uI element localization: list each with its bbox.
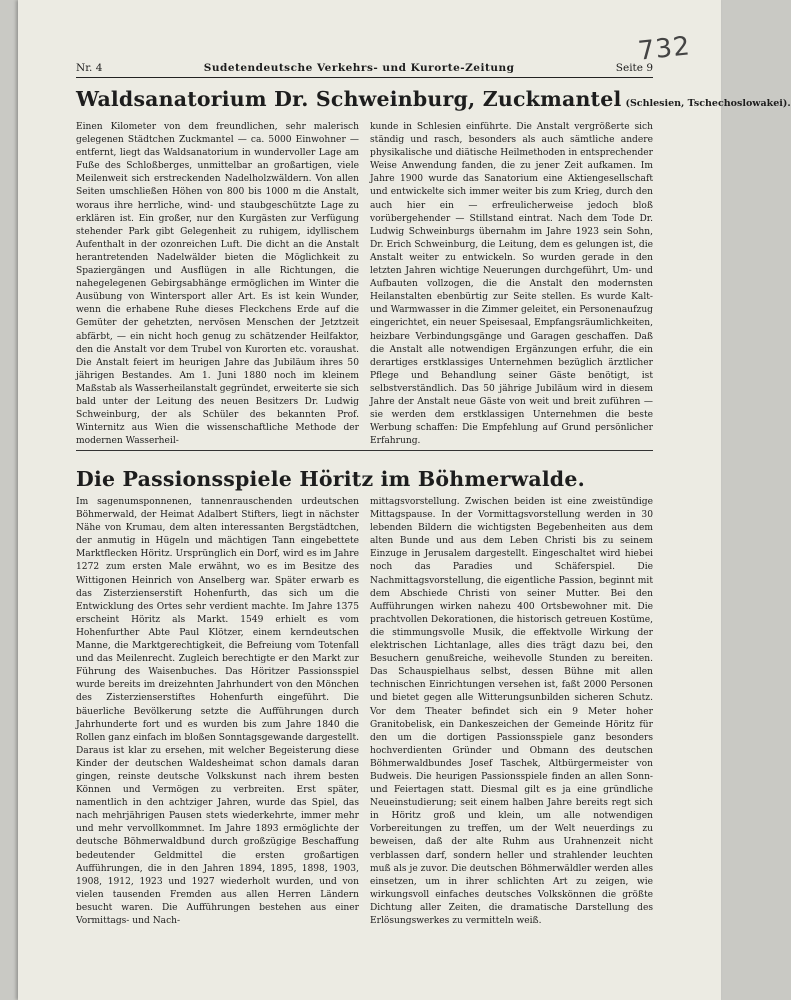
article-passion-plays [76, 466, 653, 946]
article-subtitle: (Schlesien, Tschechoslowakei). [625, 98, 791, 109]
article-columns [76, 121, 653, 457]
publication-title: Sudetendeutsche Verkehrs- und Kurorte-Zeitung [203, 62, 515, 74]
page-number: Seite 9 [615, 62, 653, 74]
paragraph: mittagsvorstellung. Zwischen beiden ist eine zweistündige Mittagspause. In der Vormittagsvorstellung werden in 30 lebenden Bildern die wichtigsten Begebenheiten aus dem alten Bunde und aus dem Leben Christi bis zu seinem Einzuge in Jerusalem dargestellt. Eingeschaltet wird hiebei noch das Paradies und Schäferspiel. Die Nachmittagsvorstellung, die eigentliche Passion, beginnt mit dem Abschiede Christi von seiner Mutter. Bei den Aufführungen wirken nahezu 400 Ortsbewohner mit. Die prachtvollen Dekorationen, die historisch getreuen Kostüme, die stimmungsvolle Musik, die effektvolle Wirkung der elektrischen Lichtanlage, alles dies trägt dazu bei, den Besuchern genußreiche, weihevolle Stunden zu bereiten. Das Schauspielhaus selbst, dessen Bühne mit allen technischen Einrichtungen versehen ist, faßt 2000 Personen und bietet gegen alle Witterungsunbilden sicheren Schutz. Vor dem Theater befindet sich ein 9 Meter hoher Granitobelisk, ein Dankeszeichen der Gemeinde Höritz für den um die dortigen Passionsspiele ganz besonders hochverdienten Gründer und Obmann des deutschen Böhmerwaldbundes Josef Taschek, Altbürgermeister von Budweis. Die heurigen Passionsspiele finden an allen Sonn- und Feiertagen statt. Diesmal gilt es ja eine gründliche Neueinstudierung; seit einem halben Jahre bereits regt sich in Höritz groß und klein, um alle notwendigen Vorbereitungen zu treffen, um der Welt neuerdings zu beweisen, daß der alte Ruhm aus Urahnenzeit nicht verblassen darf, sondern heller und strahlender leuchten muß als je zuvor. Die deutschen Böhmerwäldler werden alles einsetzen, um in ihrer schlichten Art zu zeigen, wie wirkungsvoll einfaches deutsches Volkskönnen die größte Dichtung aller Zeiten, die dramatische Darstellung des Erlösungswerkes zu vermitteln weiß. [370, 497, 653, 926]
article-column-right [370, 496, 653, 946]
newspaper-page [18, 0, 791, 1000]
article-title: Die Passionsspiele Höritz im Böhmerwalde. [76, 467, 585, 491]
article-sanatorium [76, 86, 791, 457]
article-columns [76, 496, 653, 946]
paragraph: Einen Kilometer von dem freundlichen, sehr malerisch gelegenen Städtchen Zuckmantel — ca. 5000 Einwohner — entfernt, liegt das Waldsanatorium in wundervoller Lage am Fuße des Schloßberges, unmittelbar an großartigen, viele Meilenweit sich erstreckenden Nadelholzwäldern. Von allen Seiten umschließen Höhen von 800 bis 1000 m die Anstalt, woraus ihre herrliche, wind- und staubgeschützte Lage zu erklären ist. Ein großer, nur den Kurgästen zur Verfügung stehender Park gibt Gelegenheit zu ruhigem, idyllischem Aufenthalt in der ozonreichen Luft. Die dicht an die Anstalt herantretenden Nadelwälder bieten die Möglichkeit zu Spaziergängen und Ausflügen in alle Richtungen, die nahegelegenen Gebirgsabhänge ermöglichen im Winter die Ausübung von Wintersport aller Art. Es ist kein Wunder, wenn die erhabene Ruhe dieses Fleckchens Erde auf die Gemüter der gehetzten, nervösen Menschen der Jetztzeit abfärbt, — ein nicht hoch genug zu schätzender Heilfaktor, den die Anstalt vor dem Trubel von Kurorten etc. voraushat. Die Anstalt feiert im heurigen Jahre das Jubiläum ihres 50 jährigen Bestandes. Am 1. Juni 1880 noch im kleinem Maßstab als Wasserheilanstalt gegründet, erweiterte sie sich bald unter der Leitung des neuen Besitzers Dr. Ludwig Schweinburg, der als Schüler des bekannten Prof. Winternitz aus Wien die wissenschaftliche Methode der modernen Wasserheil- [76, 122, 359, 447]
paragraph: kunde in Schlesien einführte. Die Anstalt vergrößerte sich ständig und rasch, besonders als auch sämtliche andere physikalische und diätische Heilmethoden in entsprechender Weise Anwendung fanden, die zu jener Zeit aufkamen. Im Jahre 1900 wurde das Sanatorium eine Aktiengesellschaft und entwickelte sich immer weiter bis zum Krieg, durch den auch hier ein — erfreulicherweise jedoch bloß vorübergehender — Stillstand eintrat. Nach dem Tode Dr. Ludwig Schweinburgs übernahm im Jahre 1923 sein Sohn, Dr. Erich Schweinburg, die Leitung, dem es gelungen ist, die Anstalt weiter zu entwickeln. So wurden gerade in den letzten Jahren wichtige Neuerungen durchgeführt, Um- und Aufbauten vollzogen, die die Anstalt den modernsten Heilanstalten ebenbürtig zur Seite stellen. Es wurde Kalt- und Warmwasser in die Zimmer geleitet, ein Personenaufzug eingerichtet, ein neuer Speisesaal, Empfangsräumlichkeiten, heizbare Verbindungsgänge und Garagen geschaffen. Daß die Anstalt alle notwendigen Ergänzungen erfuhr, die ein derartiges erstklassiges Unternehmen bezüglich ärztlicher Pflege und Behandlung seiner Gäste benötigt, ist selbstverständlich. Das 50 jährige Jubiläum wird in diesem Jahre der Anstalt neue Gäste von weit und breit zuführen — sie werden dem erstklassigen Unternehmen die beste Werbung schaffen: Die Empfehlung auf Grund persönlicher Erfahrung. [370, 122, 653, 447]
section-divider [76, 450, 653, 451]
running-header [76, 62, 653, 78]
article-column-left [76, 496, 359, 946]
article-column-right [370, 121, 653, 457]
issue-number: Nr. 4 [76, 62, 103, 74]
handwritten-page-number: 732 [636, 31, 693, 67]
article-title-text: Waldsanatorium Dr. Schweinburg, Zuckmantel [76, 87, 622, 111]
paragraph: Im sagenumsponnenen, tannenrauschenden urdeutschen Böhmerwald, der Heimat Adalbert Stifters, liegt in nächster Nähe von Krumau, dem alten interessanten Bergstädtchen, der anmutig in Hügeln und mächtigen Tann eingebettete Marktflecken Höritz. Ursprünglich ein Dorf, wird es im Jahre 1272 zum ersten Male erwähnt, wo es im Besitze des Wittigonen Heinrich von Anselberg war. Später erwarb es das Zisterzienserstift Hohenfurth, das sich um die Entwicklung des Ortes sehr verdient machte. Im Jahre 1375 erscheint Höritz als Markt. 1549 erhielt es vom Hohenfurther Abte Paul Klötzer, einem kerndeutschen Manne, die Marktgerechtigkeit, die Befreiung vom Totenfall und das Meilenrecht. Zugleich berechtigte er den Markt zur Führung des Waisenbuches. Das Höritzer Passionsspiel wurde bereits im dreizehnten Jahrhundert von den Mönchen des Zisterzienserstiftes Hohenfurth eingeführt. Die bäuerliche Bevölkerung setzte die Aufführungen durch Jahrhunderte fort und es wurden bis zum Jahre 1840 die Rollen ganz einfach im bloßen Sonntagsgewande dargestellt. Daraus ist klar zu ersehen, mit welcher Begeisterung diese Kinder der deutschen Waldesheimat schon damals daran gingen, reinste deutsche Volkskunst nach ihrem besten Können und Vermögen zu verbreiten. Erst später, namentlich in den achtziger Jahren, wurde das Spiel, das nach mehrjährigen Pausen stets wiederkehrte, immer mehr und mehr vervollkommnet. Im Jahre 1893 ermöglichte der deutsche Böhmerwaldbund durch großzügige Beschaffung bedeutender Geldmittel die ersten großartigen Aufführungen, die in den Jahren 1894, 1895, 1898, 1903, 1908, 1912, 1923 und 1927 wiederholt wurden, und von vielen tausenden Fremden aus allen Herren Ländern besucht waren. Die Aufführungen bestehen aus einer Vormittags- und Nach- [76, 497, 359, 926]
article-title [76, 86, 791, 117]
article-column-left [76, 121, 359, 457]
